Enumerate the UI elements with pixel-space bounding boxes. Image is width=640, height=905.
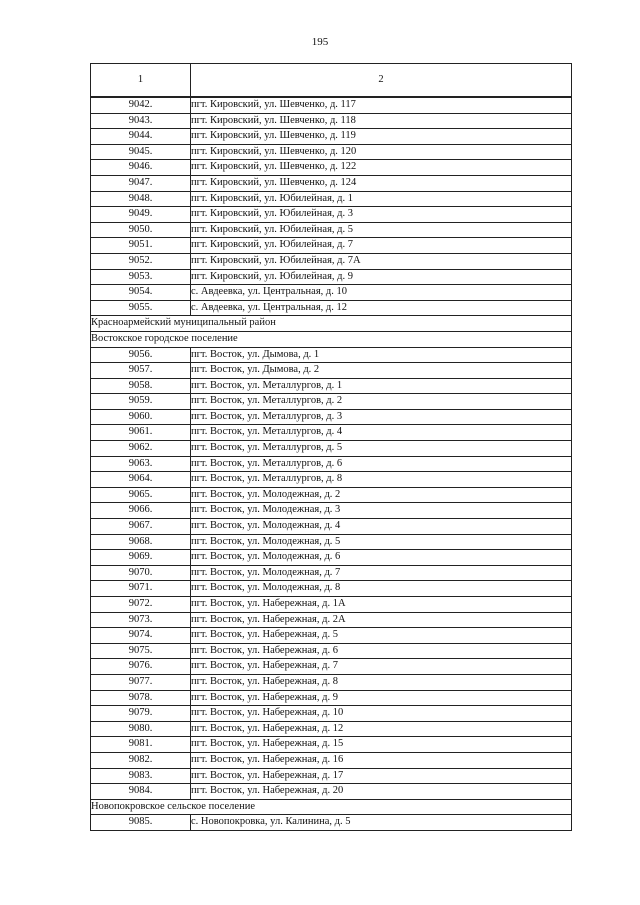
- row-number: 9051.: [91, 238, 191, 254]
- table-row: [91, 363, 572, 379]
- row-address: пгт. Восток, ул. Набережная, д. 7: [191, 659, 572, 675]
- row-number: 9046.: [91, 160, 191, 176]
- row-address: пгт. Восток, ул. Металлургов, д. 8: [191, 472, 572, 488]
- row-address: пгт. Восток, ул. Молодежная, д. 5: [191, 534, 572, 550]
- table-row: [91, 441, 572, 457]
- row-number: 9066.: [91, 503, 191, 519]
- row-address: пгт. Восток, ул. Металлургов, д. 3: [191, 409, 572, 425]
- table-row: [91, 581, 572, 597]
- row-address: пгт. Кировский, ул. Шевченко, д. 118: [191, 113, 572, 129]
- row-number: 9081.: [91, 737, 191, 753]
- row-number: 9061.: [91, 425, 191, 441]
- table-row: [91, 97, 572, 113]
- table-row: [91, 129, 572, 145]
- row-address: пгт. Восток, ул. Набережная, д. 15: [191, 737, 572, 753]
- row-number: 9054.: [91, 285, 191, 301]
- row-address: пгт. Кировский, ул. Юбилейная, д. 3: [191, 207, 572, 223]
- row-address: пгт. Кировский, ул. Юбилейная, д. 9: [191, 269, 572, 285]
- row-number: 9079.: [91, 706, 191, 722]
- table-row: [91, 643, 572, 659]
- row-address: пгт. Восток, ул. Металлургов, д. 2: [191, 394, 572, 410]
- table-row: [91, 285, 572, 301]
- table-row: [91, 565, 572, 581]
- row-address: пгт. Кировский, ул. Шевченко, д. 117: [191, 97, 572, 113]
- row-number: 9083.: [91, 768, 191, 784]
- table-row: [91, 737, 572, 753]
- row-address: пгт. Восток, ул. Металлургов, д. 4: [191, 425, 572, 441]
- row-number: 9053.: [91, 269, 191, 285]
- section-heading: Новопокровское сельское поселение: [91, 799, 572, 815]
- section-heading: Красноармейский муниципальный район: [91, 316, 572, 332]
- row-number: 9060.: [91, 409, 191, 425]
- row-number: 9082.: [91, 752, 191, 768]
- row-number: 9085.: [91, 815, 191, 831]
- table-row: [91, 425, 572, 441]
- table-row: [91, 550, 572, 566]
- row-address: пгт. Восток, ул. Набережная, д. 5: [191, 628, 572, 644]
- table-row: [91, 472, 572, 488]
- row-number: 9072.: [91, 597, 191, 613]
- row-number: 9052.: [91, 253, 191, 269]
- table-row: [91, 160, 572, 176]
- row-number: 9048.: [91, 191, 191, 207]
- table-row: [91, 706, 572, 722]
- row-number: 9073.: [91, 612, 191, 628]
- row-address: пгт. Восток, ул. Молодежная, д. 3: [191, 503, 572, 519]
- header-col-1: 1: [91, 64, 191, 98]
- row-address: пгт. Восток, ул. Молодежная, д. 8: [191, 581, 572, 597]
- row-address: с. Авдеевка, ул. Центральная, д. 12: [191, 300, 572, 316]
- table-row: [91, 347, 572, 363]
- row-number: 9058.: [91, 378, 191, 394]
- row-number: 9071.: [91, 581, 191, 597]
- row-number: 9049.: [91, 207, 191, 223]
- table-row: [91, 519, 572, 535]
- row-number: 9074.: [91, 628, 191, 644]
- row-address: пгт. Восток, ул. Набережная, д. 20: [191, 784, 572, 800]
- section-heading-row: [91, 331, 572, 347]
- row-number: 9070.: [91, 565, 191, 581]
- table-row: [91, 456, 572, 472]
- table-row: [91, 222, 572, 238]
- row-number: 9062.: [91, 441, 191, 457]
- row-number: 9059.: [91, 394, 191, 410]
- row-address: пгт. Восток, ул. Набережная, д. 10: [191, 706, 572, 722]
- table-row: [91, 674, 572, 690]
- row-address: пгт. Кировский, ул. Шевченко, д. 119: [191, 129, 572, 145]
- row-number: 9084.: [91, 784, 191, 800]
- row-number: 9043.: [91, 113, 191, 129]
- table-row: [91, 378, 572, 394]
- table-body: [91, 97, 572, 830]
- table-row: [91, 487, 572, 503]
- table-row: [91, 659, 572, 675]
- row-address: пгт. Восток, ул. Металлургов, д. 5: [191, 441, 572, 457]
- row-address: с. Авдеевка, ул. Центральная, д. 10: [191, 285, 572, 301]
- table-row: [91, 175, 572, 191]
- table-row: [91, 409, 572, 425]
- row-number: 9075.: [91, 643, 191, 659]
- row-address: пгт. Восток, ул. Набережная, д. 6: [191, 643, 572, 659]
- row-address: пгт. Восток, ул. Набережная, д. 17: [191, 768, 572, 784]
- row-address: с. Новопокровка, ул. Калинина, д. 5: [191, 815, 572, 831]
- row-address: пгт. Восток, ул. Набережная, д. 9: [191, 690, 572, 706]
- row-address: пгт. Кировский, ул. Юбилейная, д. 7: [191, 238, 572, 254]
- row-number: 9063.: [91, 456, 191, 472]
- row-address: пгт. Кировский, ул. Шевченко, д. 122: [191, 160, 572, 176]
- row-number: 9069.: [91, 550, 191, 566]
- row-address: пгт. Восток, ул. Дымова, д. 1: [191, 347, 572, 363]
- table-row: [91, 768, 572, 784]
- row-address: пгт. Восток, ул. Набережная, д. 2А: [191, 612, 572, 628]
- row-address: пгт. Кировский, ул. Шевченко, д. 124: [191, 175, 572, 191]
- table-row: [91, 207, 572, 223]
- row-number: 9076.: [91, 659, 191, 675]
- row-address: пгт. Кировский, ул. Юбилейная, д. 5: [191, 222, 572, 238]
- row-address: пгт. Восток, ул. Молодежная, д. 2: [191, 487, 572, 503]
- row-address: пгт. Восток, ул. Дымова, д. 2: [191, 363, 572, 379]
- row-address: пгт. Восток, ул. Молодежная, д. 4: [191, 519, 572, 535]
- header-col-2: 2: [191, 64, 572, 98]
- address-table: [90, 63, 572, 831]
- row-address: пгт. Восток, ул. Набережная, д. 16: [191, 752, 572, 768]
- row-address: пгт. Кировский, ул. Юбилейная, д. 1: [191, 191, 572, 207]
- table-row: [91, 612, 572, 628]
- table-row: [91, 784, 572, 800]
- table-row: [91, 597, 572, 613]
- table-row: [91, 752, 572, 768]
- row-address: пгт. Восток, ул. Металлургов, д. 1: [191, 378, 572, 394]
- row-number: 9055.: [91, 300, 191, 316]
- table-row: [91, 113, 572, 129]
- table-row: [91, 394, 572, 410]
- table-row: [91, 628, 572, 644]
- header-row: [91, 64, 572, 98]
- table-row: [91, 503, 572, 519]
- table-header: [91, 64, 572, 98]
- table-row: [91, 238, 572, 254]
- table-row: [91, 815, 572, 831]
- row-address: пгт. Восток, ул. Набережная, д. 1А: [191, 597, 572, 613]
- row-number: 9042.: [91, 97, 191, 113]
- row-number: 9078.: [91, 690, 191, 706]
- row-number: 9065.: [91, 487, 191, 503]
- table-row: [91, 253, 572, 269]
- row-address: пгт. Кировский, ул. Шевченко, д. 120: [191, 144, 572, 160]
- row-number: 9050.: [91, 222, 191, 238]
- table-row: [91, 300, 572, 316]
- row-address: пгт. Восток, ул. Набережная, д. 8: [191, 674, 572, 690]
- row-address: пгт. Кировский, ул. Юбилейная, д. 7А: [191, 253, 572, 269]
- row-address: пгт. Восток, ул. Молодежная, д. 6: [191, 550, 572, 566]
- table-row: [91, 144, 572, 160]
- row-address: пгт. Восток, ул. Металлургов, д. 6: [191, 456, 572, 472]
- section-heading-row: [91, 799, 572, 815]
- row-number: 9057.: [91, 363, 191, 379]
- table-row: [91, 690, 572, 706]
- row-number: 9077.: [91, 674, 191, 690]
- row-number: 9045.: [91, 144, 191, 160]
- table-row: [91, 534, 572, 550]
- table-row: [91, 721, 572, 737]
- row-number: 9044.: [91, 129, 191, 145]
- row-number: 9064.: [91, 472, 191, 488]
- page-number: 195: [311, 36, 329, 48]
- row-number: 9080.: [91, 721, 191, 737]
- row-address: пгт. Восток, ул. Набережная, д. 12: [191, 721, 572, 737]
- row-number: 9068.: [91, 534, 191, 550]
- table-row: [91, 191, 572, 207]
- section-heading-row: [91, 316, 572, 332]
- table-row: [91, 269, 572, 285]
- section-heading: Востокское городское поселение: [91, 331, 572, 347]
- row-number: 9067.: [91, 519, 191, 535]
- row-number: 9056.: [91, 347, 191, 363]
- row-number: 9047.: [91, 175, 191, 191]
- row-address: пгт. Восток, ул. Молодежная, д. 7: [191, 565, 572, 581]
